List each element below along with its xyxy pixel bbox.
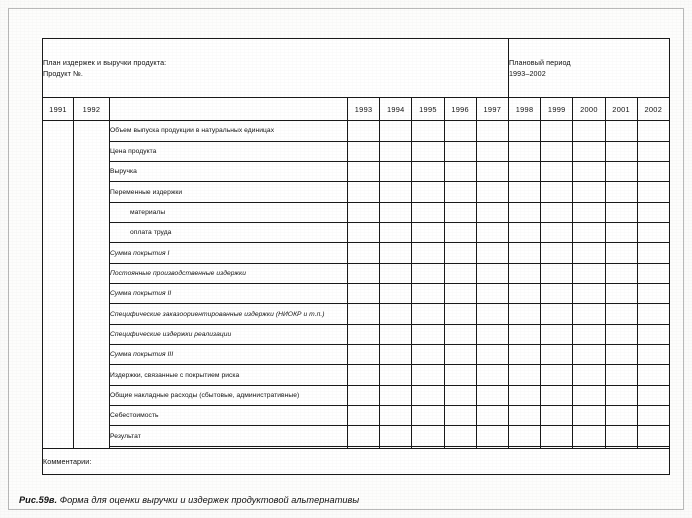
value-cell[interactable] xyxy=(348,223,380,243)
value-cell[interactable] xyxy=(508,426,540,446)
value-cell[interactable] xyxy=(573,243,605,263)
value-cell[interactable] xyxy=(541,304,573,324)
value-cell[interactable] xyxy=(476,406,508,426)
figure-caption xyxy=(19,495,619,505)
value-cell[interactable] xyxy=(573,223,605,243)
value-cell[interactable] xyxy=(637,324,669,344)
value-cell[interactable] xyxy=(348,162,380,182)
value-cell[interactable] xyxy=(476,263,508,283)
value-cell[interactable] xyxy=(444,304,476,324)
value-cell[interactable] xyxy=(605,223,637,243)
form-title-line2: Продукт №. xyxy=(43,69,84,79)
value-cell[interactable] xyxy=(637,121,669,141)
value-cell[interactable] xyxy=(541,284,573,304)
table-row xyxy=(43,121,670,141)
value-cell[interactable] xyxy=(348,345,380,365)
value-cell[interactable] xyxy=(412,284,444,304)
value-cell[interactable] xyxy=(508,385,540,405)
value-cell[interactable] xyxy=(541,406,573,426)
form-table xyxy=(42,38,670,475)
value-cell[interactable] xyxy=(541,141,573,161)
value-cell[interactable] xyxy=(348,365,380,385)
value-cell[interactable] xyxy=(476,365,508,385)
value-cell[interactable] xyxy=(508,162,540,182)
value-cell[interactable] xyxy=(380,263,412,283)
value-cell[interactable] xyxy=(348,284,380,304)
value-cell[interactable] xyxy=(380,121,412,141)
value-cell[interactable] xyxy=(573,365,605,385)
value-cell[interactable] xyxy=(541,243,573,263)
value-cell[interactable] xyxy=(444,385,476,405)
value-cell[interactable] xyxy=(573,202,605,222)
value-cell[interactable] xyxy=(444,406,476,426)
value-cell[interactable] xyxy=(412,162,444,182)
value-cell[interactable] xyxy=(508,263,540,283)
value-cell[interactable] xyxy=(573,182,605,202)
value-cell[interactable] xyxy=(348,304,380,324)
value-cell[interactable] xyxy=(444,324,476,344)
year-header-row xyxy=(43,98,670,121)
value-cell[interactable] xyxy=(412,304,444,324)
value-cell[interactable] xyxy=(412,223,444,243)
plan-year-header: 1999 xyxy=(541,98,573,121)
comments-cell[interactable] xyxy=(43,449,670,475)
value-cell[interactable] xyxy=(605,426,637,446)
value-cell[interactable] xyxy=(380,223,412,243)
row-label: Специфические издержки реализации xyxy=(110,324,348,344)
value-cell[interactable] xyxy=(508,141,540,161)
value-cell[interactable] xyxy=(508,345,540,365)
value-cell[interactable] xyxy=(380,284,412,304)
value-cell[interactable] xyxy=(444,426,476,446)
value-cell[interactable] xyxy=(412,426,444,446)
past-year-column-1991[interactable] xyxy=(43,121,74,449)
row-label: Специфические заказоориентированные издержки (НИОКР и т.п.) xyxy=(110,304,348,324)
value-cell[interactable] xyxy=(380,162,412,182)
value-cell[interactable] xyxy=(348,263,380,283)
row-label: Сумма покрытия I xyxy=(110,243,348,263)
plan-year-header: 1996 xyxy=(444,98,476,121)
value-cell[interactable] xyxy=(348,324,380,344)
value-cell[interactable] xyxy=(541,324,573,344)
table-row xyxy=(43,223,670,243)
value-cell[interactable] xyxy=(444,121,476,141)
planning-period-value: 1993–2002 xyxy=(508,69,546,79)
value-cell[interactable] xyxy=(476,121,508,141)
value-cell[interactable] xyxy=(508,121,540,141)
value-cell[interactable] xyxy=(605,162,637,182)
value-cell[interactable] xyxy=(348,426,380,446)
planning-period-cell xyxy=(508,39,669,98)
value-cell[interactable] xyxy=(348,243,380,263)
value-cell[interactable] xyxy=(412,385,444,405)
table-row xyxy=(43,263,670,283)
value-cell[interactable] xyxy=(605,345,637,365)
table-row xyxy=(43,284,670,304)
value-cell[interactable] xyxy=(605,304,637,324)
plan-year-header: 1993 xyxy=(348,98,380,121)
value-cell[interactable] xyxy=(476,304,508,324)
row-label: Издержки, связанные с покрытием риска xyxy=(110,365,348,385)
table-row xyxy=(43,304,670,324)
row-label: Цена продукта xyxy=(110,141,348,161)
value-cell[interactable] xyxy=(637,162,669,182)
value-cell[interactable] xyxy=(605,263,637,283)
table-row xyxy=(43,162,670,182)
value-cell[interactable] xyxy=(476,182,508,202)
value-cell[interactable] xyxy=(444,202,476,222)
value-cell[interactable] xyxy=(444,182,476,202)
value-cell[interactable] xyxy=(476,284,508,304)
plan-year-header: 1994 xyxy=(380,98,412,121)
row-label-header xyxy=(110,98,348,121)
value-cell[interactable] xyxy=(605,121,637,141)
value-cell[interactable] xyxy=(637,202,669,222)
row-label: Объем выпуска продукции в натуральных единицах xyxy=(110,121,348,141)
row-label: материалы xyxy=(110,202,348,222)
value-cell[interactable] xyxy=(541,345,573,365)
past-year-column-1992[interactable] xyxy=(74,121,110,449)
form-title-line1: План издержек и выручки продукта: xyxy=(43,58,167,67)
value-cell[interactable] xyxy=(508,406,540,426)
value-cell[interactable] xyxy=(476,385,508,405)
value-cell[interactable] xyxy=(573,284,605,304)
value-cell[interactable] xyxy=(605,141,637,161)
value-cell[interactable] xyxy=(637,243,669,263)
value-cell[interactable] xyxy=(444,141,476,161)
row-label: Общие накладные расходы (сбытовые, административные) xyxy=(110,385,348,405)
value-cell[interactable] xyxy=(573,121,605,141)
value-cell[interactable] xyxy=(476,324,508,344)
value-cell[interactable] xyxy=(444,284,476,304)
plan-year-header: 1998 xyxy=(508,98,540,121)
value-cell[interactable] xyxy=(380,182,412,202)
planning-period-label: Плановый период xyxy=(508,58,571,67)
value-cell[interactable] xyxy=(508,182,540,202)
value-cell[interactable] xyxy=(380,243,412,263)
form-title-cell xyxy=(43,39,509,98)
value-cell[interactable] xyxy=(508,365,540,385)
value-cell[interactable] xyxy=(380,365,412,385)
value-cell[interactable] xyxy=(637,263,669,283)
value-cell[interactable] xyxy=(476,202,508,222)
value-cell[interactable] xyxy=(412,243,444,263)
value-cell[interactable] xyxy=(412,406,444,426)
value-cell[interactable] xyxy=(412,121,444,141)
value-cell[interactable] xyxy=(541,223,573,243)
row-label: Результат xyxy=(110,426,348,446)
value-cell[interactable] xyxy=(573,345,605,365)
value-cell[interactable] xyxy=(605,202,637,222)
value-cell[interactable] xyxy=(444,162,476,182)
value-cell[interactable] xyxy=(444,345,476,365)
value-cell[interactable] xyxy=(380,345,412,365)
table-row xyxy=(43,324,670,344)
table-row xyxy=(43,141,670,161)
value-cell[interactable] xyxy=(380,202,412,222)
value-cell[interactable] xyxy=(412,345,444,365)
value-cell[interactable] xyxy=(541,121,573,141)
value-cell[interactable] xyxy=(508,284,540,304)
cost-revenue-form xyxy=(42,38,669,475)
value-cell[interactable] xyxy=(573,406,605,426)
table-row xyxy=(43,385,670,405)
plan-year-header: 2001 xyxy=(605,98,637,121)
table-row xyxy=(43,182,670,202)
value-cell[interactable] xyxy=(476,141,508,161)
value-cell[interactable] xyxy=(444,243,476,263)
value-cell[interactable] xyxy=(348,202,380,222)
value-cell[interactable] xyxy=(476,223,508,243)
value-cell[interactable] xyxy=(637,182,669,202)
table-row xyxy=(43,243,670,263)
value-cell[interactable] xyxy=(476,162,508,182)
value-cell[interactable] xyxy=(605,243,637,263)
value-cell[interactable] xyxy=(573,263,605,283)
value-cell[interactable] xyxy=(348,406,380,426)
value-cell[interactable] xyxy=(605,365,637,385)
value-cell[interactable] xyxy=(476,243,508,263)
table-row xyxy=(43,345,670,365)
row-label: Себестоимость xyxy=(110,406,348,426)
value-cell[interactable] xyxy=(412,263,444,283)
value-cell[interactable] xyxy=(573,162,605,182)
value-cell[interactable] xyxy=(541,162,573,182)
value-cell[interactable] xyxy=(444,365,476,385)
row-label: Сумма покрытия II xyxy=(110,284,348,304)
value-cell[interactable] xyxy=(573,385,605,405)
value-cell[interactable] xyxy=(380,324,412,344)
row-label: Выручка xyxy=(110,162,348,182)
value-cell[interactable] xyxy=(508,304,540,324)
value-cell[interactable] xyxy=(605,406,637,426)
value-cell[interactable] xyxy=(476,345,508,365)
comments-label: Комментарии: xyxy=(43,457,92,467)
value-cell[interactable] xyxy=(380,426,412,446)
value-cell[interactable] xyxy=(637,223,669,243)
plan-year-header: 1995 xyxy=(412,98,444,121)
value-cell[interactable] xyxy=(605,385,637,405)
table-row xyxy=(43,426,670,446)
value-cell[interactable] xyxy=(348,121,380,141)
value-cell[interactable] xyxy=(348,385,380,405)
value-cell[interactable] xyxy=(508,202,540,222)
plan-year-header: 2002 xyxy=(637,98,669,121)
value-cell[interactable] xyxy=(541,365,573,385)
value-cell[interactable] xyxy=(637,385,669,405)
value-cell[interactable] xyxy=(508,223,540,243)
value-cell[interactable] xyxy=(348,141,380,161)
plan-year-header: 1997 xyxy=(476,98,508,121)
value-cell[interactable] xyxy=(637,406,669,426)
value-cell[interactable] xyxy=(412,182,444,202)
comments-row xyxy=(43,449,670,475)
value-cell[interactable] xyxy=(637,304,669,324)
value-cell[interactable] xyxy=(348,182,380,202)
past-year-header: 1992 xyxy=(74,98,110,121)
value-cell[interactable] xyxy=(573,304,605,324)
value-cell[interactable] xyxy=(380,141,412,161)
table-row xyxy=(43,406,670,426)
value-cell[interactable] xyxy=(412,141,444,161)
value-cell[interactable] xyxy=(541,385,573,405)
value-cell[interactable] xyxy=(541,182,573,202)
table-row xyxy=(43,365,670,385)
value-cell[interactable] xyxy=(380,406,412,426)
value-cell[interactable] xyxy=(476,426,508,446)
value-cell[interactable] xyxy=(541,426,573,446)
value-cell[interactable] xyxy=(508,243,540,263)
value-cell[interactable] xyxy=(541,202,573,222)
past-year-header: 1991 xyxy=(43,98,74,121)
plan-year-header: 2000 xyxy=(573,98,605,121)
figure-number: Рис.59в. xyxy=(19,495,58,505)
row-label: оплата труда xyxy=(110,223,348,243)
value-cell[interactable] xyxy=(380,304,412,324)
value-cell[interactable] xyxy=(573,141,605,161)
value-cell[interactable] xyxy=(605,182,637,202)
value-cell[interactable] xyxy=(605,324,637,344)
value-cell[interactable] xyxy=(637,426,669,446)
page-frame xyxy=(8,8,684,510)
table-row xyxy=(43,202,670,222)
value-cell[interactable] xyxy=(541,263,573,283)
value-cell[interactable] xyxy=(508,324,540,344)
value-cell[interactable] xyxy=(412,324,444,344)
row-label: Сумма покрытия III xyxy=(110,345,348,365)
value-cell[interactable] xyxy=(412,365,444,385)
value-cell[interactable] xyxy=(605,284,637,304)
value-cell[interactable] xyxy=(444,223,476,243)
value-cell[interactable] xyxy=(573,426,605,446)
figure-caption-text: Форма для оценки выручки и издержек продуктовой альтернативы xyxy=(59,495,360,505)
value-cell[interactable] xyxy=(637,365,669,385)
row-label: Постоянные производственные издержки xyxy=(110,263,348,283)
form-header-row xyxy=(43,39,670,98)
value-cell[interactable] xyxy=(637,345,669,365)
value-cell[interactable] xyxy=(637,141,669,161)
value-cell[interactable] xyxy=(444,263,476,283)
value-cell[interactable] xyxy=(380,385,412,405)
value-cell[interactable] xyxy=(412,202,444,222)
row-label: Переменные издержки xyxy=(110,182,348,202)
value-cell[interactable] xyxy=(637,284,669,304)
value-cell[interactable] xyxy=(573,324,605,344)
